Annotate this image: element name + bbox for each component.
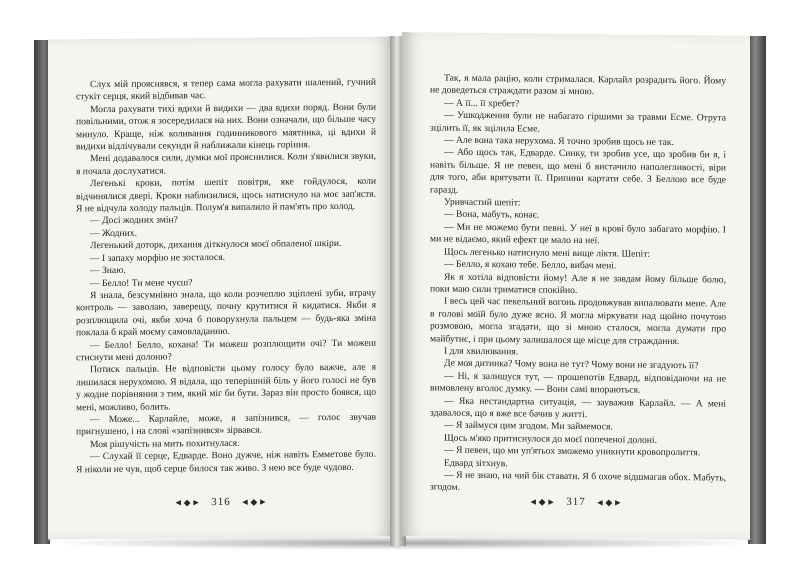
right-paragraph: — Ні, я залишуся тут, — прошепотів Едвард, відповідаючи на не вимовлену вголос думку. — Вони самі впораються. xyxy=(430,370,726,396)
right-paragraph: Уривчастий шепіт: xyxy=(444,196,521,209)
right-page-number xyxy=(402,494,750,510)
right-paragraph: — Або щось так, Едварде. Синку, ти зробив усе, що зробив би я, і навіть більше. Я не певен, що мені б вистачило наполегливості, віри для того, аби врятувати її. Припини картати себе. З Беллою все буде гаразд. xyxy=(430,147,726,196)
right-page-edges xyxy=(748,36,766,544)
right-paragraph: Щось легенько натиснуло мені вище ліктя. Шепіт: xyxy=(444,246,651,260)
left-paragraph: — Жодних. xyxy=(90,227,137,240)
right-paragraph: — Яка нестандартна ситуація, — зауважив Карлайл. — А мені здавалося, що я вже все бачив у житті. xyxy=(430,395,726,421)
left-paragraph: — І запаху морфію не зосталося. xyxy=(90,251,226,264)
right-paragraph: — Ушкодження були не набагато гіршими за травми Есме. Отрута зцілить її, як зцілила Есме. xyxy=(430,109,726,135)
left-page xyxy=(48,36,394,539)
right-paragraph: — Я не знаю, на чий бік ставати. Я б охоче відшмагав обох. Мабуть, згодом. xyxy=(430,469,726,494)
left-paragraph: Легенький доторк, дихання діткнулося моєї обпаленої шкіри. xyxy=(90,238,342,252)
left-page-text xyxy=(76,77,376,477)
left-paragraph: — Белло! Ти мене чуєш? xyxy=(90,276,193,289)
left-paragraph: — Може... Карлайле, може, я запізнився, — голос звучав пригнушено, і на слові «запізнився» зірвався. xyxy=(76,411,376,438)
right-paragraph: Едвард зітхнув. xyxy=(444,457,508,469)
right-page xyxy=(402,32,750,540)
page-number-317: 317 xyxy=(566,495,586,508)
folio-ornament: ◄◆► xyxy=(173,496,202,508)
right-paragraph: — Але вона така нерухома. Я точно зробив щось не так. xyxy=(444,134,674,149)
right-paragraph: Так, я мала рацію, коли стрималася. Карлайл розрадить його. Йому не доведеться страждати разом зі мною. xyxy=(430,72,726,98)
right-paragraph: — Ми не можемо бути певні. У неї в крові було забагато морфію. І ми не відаємо, який ефект це мало на неї. xyxy=(430,221,726,247)
left-page-number xyxy=(48,494,394,509)
right-paragraph: Як я хотіла відповісти йому! Але я не завдам йому більше болю, поки маю сили триматися спокійно. xyxy=(430,271,726,296)
right-paragraph: — А її... її хребет? xyxy=(444,97,520,110)
left-paragraph: Могла рахувати тихі вдихи й видихи — два вдихи поряд. Вони були повільними, отож я зосередилася на них. Вони означали, що більше часу минуло. Краще, ніж коливання годинникового маятника, ці вдихи й видихи відлічували секунди й наближали кінець горіння. xyxy=(76,101,376,153)
left-paragraph: — Знаю. xyxy=(90,264,126,277)
right-paragraph: І для хвилювання. xyxy=(444,345,519,358)
right-paragraph: Щось м'яко притиснулося до моєї попеченої долоні. xyxy=(444,432,658,446)
left-paragraph: Потиск пальців. Не відповісти цьому голосу було важче, але я лишилася нерухомою. Я відала, що теперішній біль у його голосі не був у жодне порівняння з тим, який міг би бути. Зараз він просто боявся, що мені, можливо, болить. xyxy=(76,361,376,413)
right-paragraph: — Вона, мабуть, конає. xyxy=(444,209,540,222)
right-paragraph: Де моя дитинка? Чому вона не тут? Чому вони не згадують її? xyxy=(444,357,699,372)
left-paragraph: Я знала, безсумнівно знала, що коли розчеплю зціплені зуби, втрачу контроль — заволаю, заверещу, почну крутитися й кидатися. Якби я розплющила очі, якби хоча б поворухнула пальцем — будь-яка зміна поклала б край моєму самовладанню. xyxy=(76,287,376,339)
folio-ornament: ◄◆► xyxy=(528,496,557,507)
left-paragraph: Мені додавалося сили, думки мої прояснилися. Коли з'явилися звуки, я почала дослухатися. xyxy=(76,151,376,178)
left-paragraph: Моя рішучість на мить похитнулася. xyxy=(90,437,240,450)
left-paragraph: Слух мій прояснявся, я тепер сама могла рахувати шалений, гучний стукіт серця, який відбивав час. xyxy=(76,76,376,103)
page-number-316: 316 xyxy=(211,495,231,508)
left-paragraph: — Белло! Белло, кохана! Ти можеш розплющити очі? Ти можеш стиснути мені долоню? xyxy=(76,337,376,364)
left-paragraph: — Слухай її серце, Едварде. Воно дужче, ніж навіть Емметове було. Я ніколи не чув, щоб серце билося так живо. З нею все буде чудово. xyxy=(76,448,376,475)
right-paragraph: — Я займуся цим згодом. Ми займемося. xyxy=(444,419,613,433)
right-paragraph: І весь цей час пекельний вогонь продовжував випалювати мене. Але в голові моїй було дуже ясно. Я могла міркувати над щойно почутою розмовою, могла згадати, що зі мною сталося, могла думати про майбутнє, і при цьому залишалося ще місце для страждання. xyxy=(430,295,726,347)
left-paragraph: — Досі жодних змін? xyxy=(90,214,178,227)
right-paragraph: — Я певен, що ми уп'ятьох зможемо уникнути кровопролиття. xyxy=(444,444,701,459)
right-paragraph: — Белло, я кохаю тебе. Белло, вибач мені. xyxy=(444,258,617,272)
left-paragraph: Легенькі кроки, потім шепіт повітря, яке гойдулося, коли відчинялися двері. Кроки наблизилися, щось натиснуло на моє зап'ястя. Я не відчула холоду пальців. Полум'я випалило й пам'ять про холод. xyxy=(76,175,376,215)
right-page-text xyxy=(430,72,726,497)
folio-ornament: ◄◆► xyxy=(240,496,269,507)
folio-ornament: ◄◆► xyxy=(595,496,624,508)
